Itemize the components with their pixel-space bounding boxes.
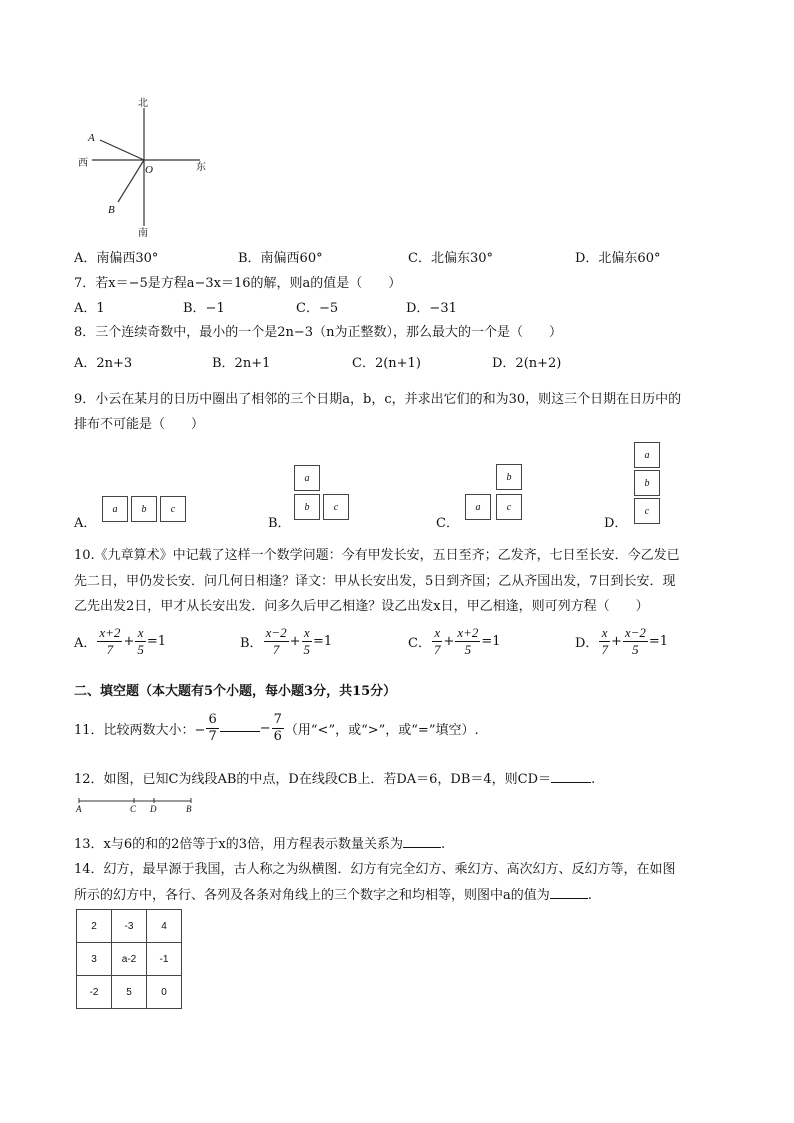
magic-cell: 2 xyxy=(77,910,112,943)
cal-a-cell-a: a xyxy=(102,496,128,522)
q7-option-d: D．−31 xyxy=(406,301,457,316)
magic-cell: 5 xyxy=(112,976,147,1009)
magic-square xyxy=(76,909,182,1009)
cal-c-cell-c: c xyxy=(496,494,522,520)
point-b-label: B xyxy=(108,204,115,216)
q12-answer-blank[interactable] xyxy=(551,782,591,783)
point-d: D xyxy=(150,804,157,814)
q6-option-b: B．南偏西60° xyxy=(238,251,323,266)
q9-label-c: C． xyxy=(436,516,459,531)
point-b: B xyxy=(186,804,192,814)
q7-option-b: B．−1 xyxy=(183,301,225,316)
q12-stem: 12．如图，已知C为线段AB的中点，D在线段CB上．若DA＝6，DB＝4，则CD＝ . xyxy=(74,772,596,787)
q7-stem: 7．若x＝−5是方程a−3x＝16的解，则a的值是（ ） xyxy=(74,276,402,291)
q10-option-a: A． $\frac{x+2}{7}$ + $\frac{x}{5}$ =1 xyxy=(74,625,167,657)
q10-line2: 先二日，甲仍发长安．问几何日相逢？译文：甲从长安出发，5日到齐国；乙从齐国出发，7日到长安．现 xyxy=(74,574,676,589)
north-label: 北 xyxy=(138,98,148,109)
cal-c-cell-a: a xyxy=(465,494,491,520)
cal-b-cell-a: a xyxy=(294,465,320,491)
q9-label-d: D． xyxy=(604,516,628,531)
q8-option-d: D．2(n+2) xyxy=(492,356,562,371)
magic-row xyxy=(77,976,182,1009)
q7-option-c: C．−5 xyxy=(296,301,339,316)
cal-b-cell-b: b xyxy=(294,494,320,520)
point-a: A xyxy=(76,804,82,814)
magic-cell: -1 xyxy=(147,943,182,976)
magic-row xyxy=(77,910,182,943)
q14-line2: 所示的幻方中，各行、各列及各条对角线上的三个数字之和均相等，则图中a的值为 . xyxy=(74,888,592,903)
q14-line1: 14．幻方，最早源于我国，古人称之为纵横图．幻方有完全幻方、乘幻方、高次幻方、反幻方等，在如图 xyxy=(74,862,676,877)
q9-label-b: B． xyxy=(268,516,291,531)
magic-row xyxy=(77,943,182,976)
q8-option-a: A．2n+3 xyxy=(74,356,133,371)
magic-cell: -3 xyxy=(112,910,147,943)
q6-option-a: A．南偏西30° xyxy=(74,251,159,266)
magic-cell: -2 xyxy=(77,976,112,1009)
q10-option-d: D． $\frac{x}{7}$ + $\frac{x-2}{5}$ =1 xyxy=(575,625,669,657)
q11: 11．比较两数大小：− $\frac{6}{7}$ − $\frac{7}{6}$ （用“<”，或“>”，或“=”填空）. xyxy=(74,712,479,744)
point-a-label: A xyxy=(88,132,95,144)
cal-b-cell-c: c xyxy=(323,494,349,520)
q10-line3: 乙先出发2日，甲才从长安出发．问多久后甲乙相逢？设乙出发x日，甲乙相逢，则可列方程（ ） xyxy=(74,599,649,614)
q9-line2: 排布不可能是（ ） xyxy=(74,417,205,432)
q13-answer-blank[interactable] xyxy=(403,847,441,848)
magic-cell: 0 xyxy=(147,976,182,1009)
compass-figure xyxy=(78,100,218,240)
q8-option-c: C．2(n+1) xyxy=(352,356,421,371)
magic-cell: 3 xyxy=(77,943,112,976)
west-label: 西 xyxy=(78,158,88,169)
cal-d-cell-a: a xyxy=(634,442,660,468)
q8-option-b: B．2n+1 xyxy=(212,356,271,371)
cal-a-cell-b: b xyxy=(131,496,157,522)
q8-stem: 8．三个连续奇数中，最小的一个是2n−3（n为正整数），那么最大的一个是（ ） xyxy=(74,325,562,340)
q6-option-d: D．北偏东60° xyxy=(575,251,661,266)
q9-line1: 9．小云在某月的日历中圈出了相邻的三个日期a，b，c，并求出它们的和为30，则这三个日期在日历中的 xyxy=(74,392,682,407)
q10-option-c: C． $\frac{x}{7}$ + $\frac{x+2}{5}$ =1 xyxy=(408,625,501,657)
segment-figure xyxy=(76,795,196,819)
cal-d-cell-c: c xyxy=(634,498,660,524)
q14-answer-blank[interactable] xyxy=(550,898,588,899)
cal-a-cell-c: c xyxy=(160,496,186,522)
q9-label-a: A． xyxy=(74,516,97,531)
q10-option-b: B． $\frac{x-2}{7}$ + $\frac{x}{5}$ =1 xyxy=(240,625,333,657)
magic-cell: 4 xyxy=(147,910,182,943)
east-label: 东 xyxy=(196,162,206,173)
cal-d-cell-b: b xyxy=(634,470,660,496)
section2-heading: 二、填空题（本大题有5个小题，每小题3分，共15分） xyxy=(74,684,397,699)
cal-c-cell-b: b xyxy=(496,464,522,490)
magic-cell: a-2 xyxy=(112,943,147,976)
q13-stem: 13．x与6的和的2倍等于x的3倍，用方程表示数量关系为 . xyxy=(74,837,446,852)
south-label: 南 xyxy=(138,228,148,239)
q10-line1: 10.《九章算术》中记载了这样一个数学问题：今有甲发长安，五日至齐；乙发齐，七日至长安．今乙发已 xyxy=(74,548,680,563)
origin-label: O xyxy=(145,164,153,176)
point-c: C xyxy=(130,804,137,814)
q6-option-c: C．北偏东30° xyxy=(408,251,493,266)
q7-option-a: A．1 xyxy=(74,301,105,316)
q11-answer-blank[interactable] xyxy=(220,731,260,732)
